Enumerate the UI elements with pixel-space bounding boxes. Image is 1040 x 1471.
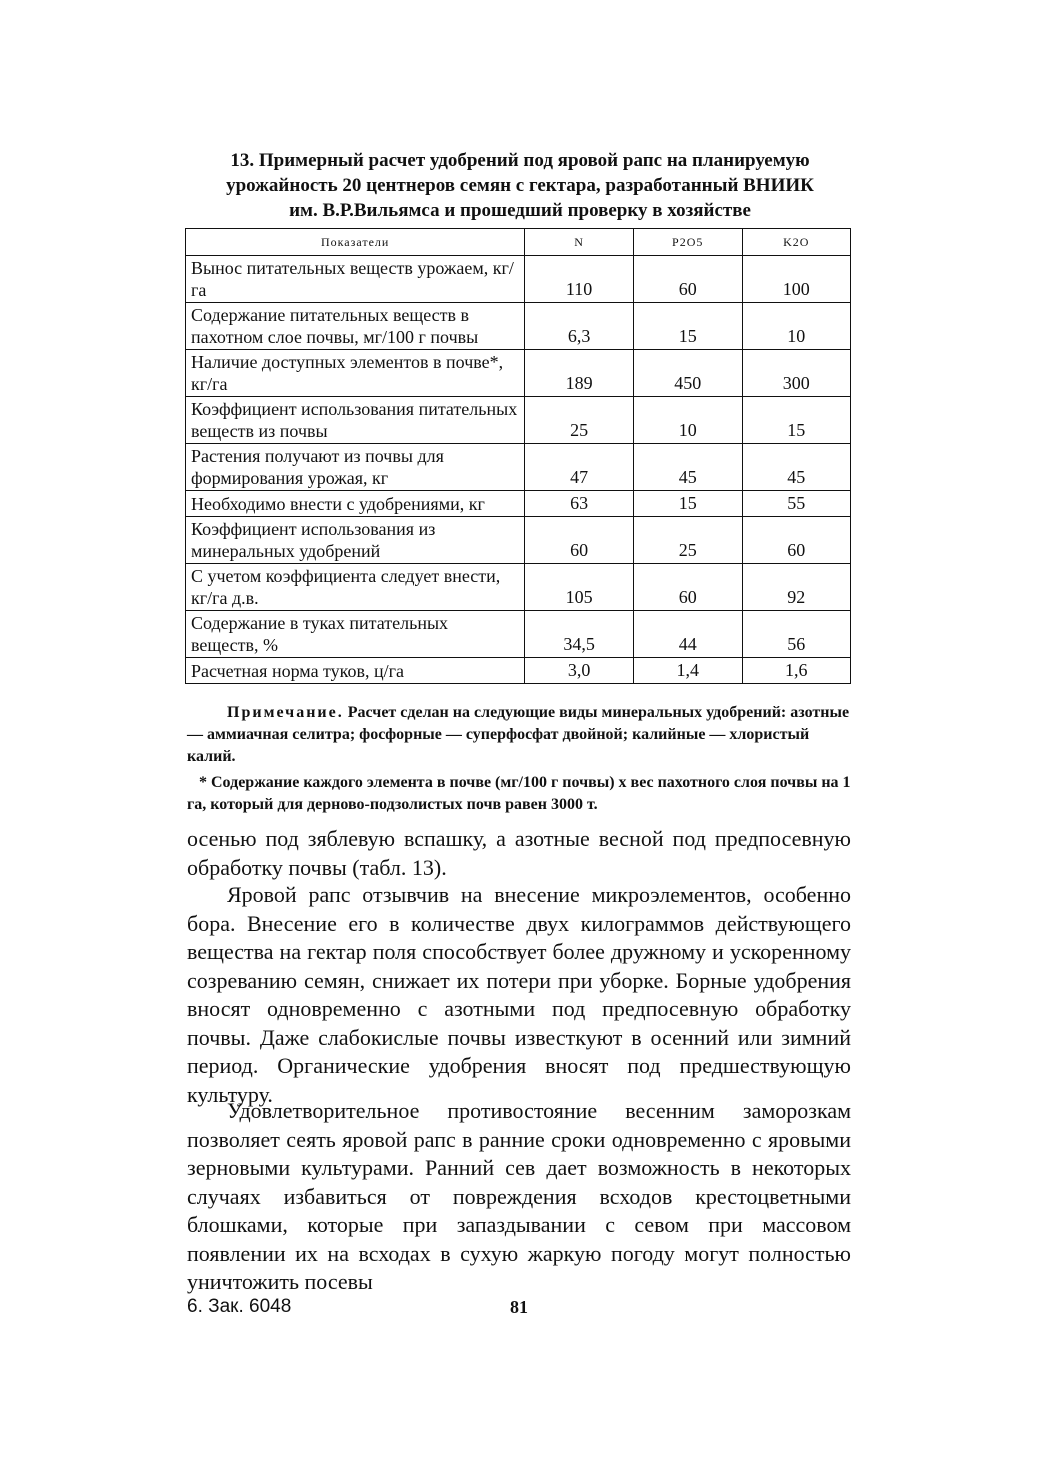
table-caption bbox=[185, 148, 855, 223]
row-label: Содержание питательных веществ в пахотном слое почвы, мг/100 г почвы bbox=[186, 303, 525, 350]
cell-k: 45 bbox=[742, 444, 851, 491]
cell-k: 15 bbox=[742, 397, 851, 444]
cell-n: 60 bbox=[525, 517, 634, 564]
cell-p: 450 bbox=[633, 350, 742, 397]
cell-n: 105 bbox=[525, 564, 634, 611]
paragraph: Удовлетворительное противостояние весенним заморозкам позволяет сеять яровой рапс в ранние сроки одновременно с яровыми зерновыми культурами. Ранний сев дает возможность в некоторых случаях избавиться от повреждения всходов крестоцветными блошками, которые при запаздывании с севом при массовом появлении их на всходах в сухую жаркую погоду могут полностью уничтожить посевы bbox=[187, 1098, 851, 1294]
cell-n: 189 bbox=[525, 350, 634, 397]
cell-k: 60 bbox=[742, 517, 851, 564]
table-row bbox=[186, 658, 851, 684]
cell-k: 92 bbox=[742, 564, 851, 611]
cell-k: 100 bbox=[742, 256, 851, 303]
signature-mark: 6. Зак. 6048 bbox=[187, 1296, 292, 1317]
cell-k: 300 bbox=[742, 350, 851, 397]
row-label: Растения получают из почвы для формирования урожая, кг bbox=[186, 444, 525, 491]
paragraph: Яровой рапс отзывчив на внесение микроэлементов, особенно бора. Внесение его в количестве двух килограммов действующего вещества на гектар поля способствует более дружному и ускоренному созреванию семян, снижает их потери при уборке. Борные удобрения вносят одновременно с азотными под предпосевную обработку почвы. Даже слабокислые почвы известкуют в осенний или зимний период. Органические удобрения вносят под предшествующую культуру. bbox=[187, 882, 851, 1107]
caption-line: урожайность 20 центнеров семян с гектара, разработанный ВНИИК bbox=[226, 175, 814, 196]
cell-n: 47 bbox=[525, 444, 634, 491]
row-label: Коэффициент использования из минеральных удобрений bbox=[186, 517, 525, 564]
table-note bbox=[187, 702, 851, 768]
row-label: Наличие доступных элементов в почве*, кг/га bbox=[186, 350, 525, 397]
table-row bbox=[186, 611, 851, 658]
cell-k: 1,6 bbox=[742, 658, 851, 684]
row-label: Содержание в туках питательных веществ, % bbox=[186, 611, 525, 658]
cell-p: 60 bbox=[633, 256, 742, 303]
table-row bbox=[186, 564, 851, 611]
row-label: С учетом коэффициента следует внести, кг/га д.в. bbox=[186, 564, 525, 611]
table-header-row bbox=[186, 229, 851, 256]
cell-k: 55 bbox=[742, 491, 851, 517]
cell-n: 25 bbox=[525, 397, 634, 444]
header-n: N bbox=[525, 229, 634, 256]
cell-p: 15 bbox=[633, 303, 742, 350]
cell-p: 45 bbox=[633, 444, 742, 491]
header-indicators: Показатели bbox=[186, 229, 525, 256]
cell-p: 44 bbox=[633, 611, 742, 658]
page-number: 81 bbox=[510, 1297, 528, 1317]
row-label: Расчетная норма туков, ц/га bbox=[186, 658, 525, 684]
table-row bbox=[186, 397, 851, 444]
footnote: * Содержание каждого элемента в почве (мг/100 г почвы) х вес пахотного слоя почвы на 1 га, который для дерново-подзолистых почв равен 3000 т. bbox=[187, 774, 851, 813]
cell-n: 110 bbox=[525, 256, 634, 303]
cell-p: 10 bbox=[633, 397, 742, 444]
caption-line: им. В.Р.Вильямса и прошедший проверку в хозяйстве bbox=[289, 200, 751, 221]
note-text: Расчет сделан на следующие виды минеральных удобрений: азотные — аммиачная селитра; фосфорные — суперфосфат двойной; калийные — хлористый калий. bbox=[187, 704, 850, 765]
cell-k: 10 bbox=[742, 303, 851, 350]
table-row bbox=[186, 350, 851, 397]
table-row bbox=[186, 256, 851, 303]
row-label: Необходимо внести с удобрениями, кг bbox=[186, 491, 525, 517]
cell-n: 63 bbox=[525, 491, 634, 517]
cell-p: 60 bbox=[633, 564, 742, 611]
row-label: Коэффициент использования питательных веществ из почвы bbox=[186, 397, 525, 444]
cell-p: 1,4 bbox=[633, 658, 742, 684]
table-row bbox=[186, 517, 851, 564]
cell-k: 56 bbox=[742, 611, 851, 658]
fertilizer-table bbox=[185, 228, 851, 684]
cell-n: 34,5 bbox=[525, 611, 634, 658]
header-p2o5: P2O5 bbox=[633, 229, 742, 256]
cell-p: 25 bbox=[633, 517, 742, 564]
table-row bbox=[186, 303, 851, 350]
table-row bbox=[186, 444, 851, 491]
cell-n: 3,0 bbox=[525, 658, 634, 684]
cell-p: 15 bbox=[633, 491, 742, 517]
paragraph: осенью под зяблевую вспашку, а азотные весной под предпосевную обработку почвы (табл. 13). bbox=[187, 826, 851, 880]
note-lead: Примечание. bbox=[227, 704, 344, 721]
table-row bbox=[186, 491, 851, 517]
header-k2o: K2O bbox=[742, 229, 851, 256]
caption-line: 13. Примерный расчет удобрений под яровой рапс на планируемую bbox=[230, 150, 810, 171]
row-label: Вынос питательных веществ урожаем, кг/га bbox=[186, 256, 525, 303]
cell-n: 6,3 bbox=[525, 303, 634, 350]
